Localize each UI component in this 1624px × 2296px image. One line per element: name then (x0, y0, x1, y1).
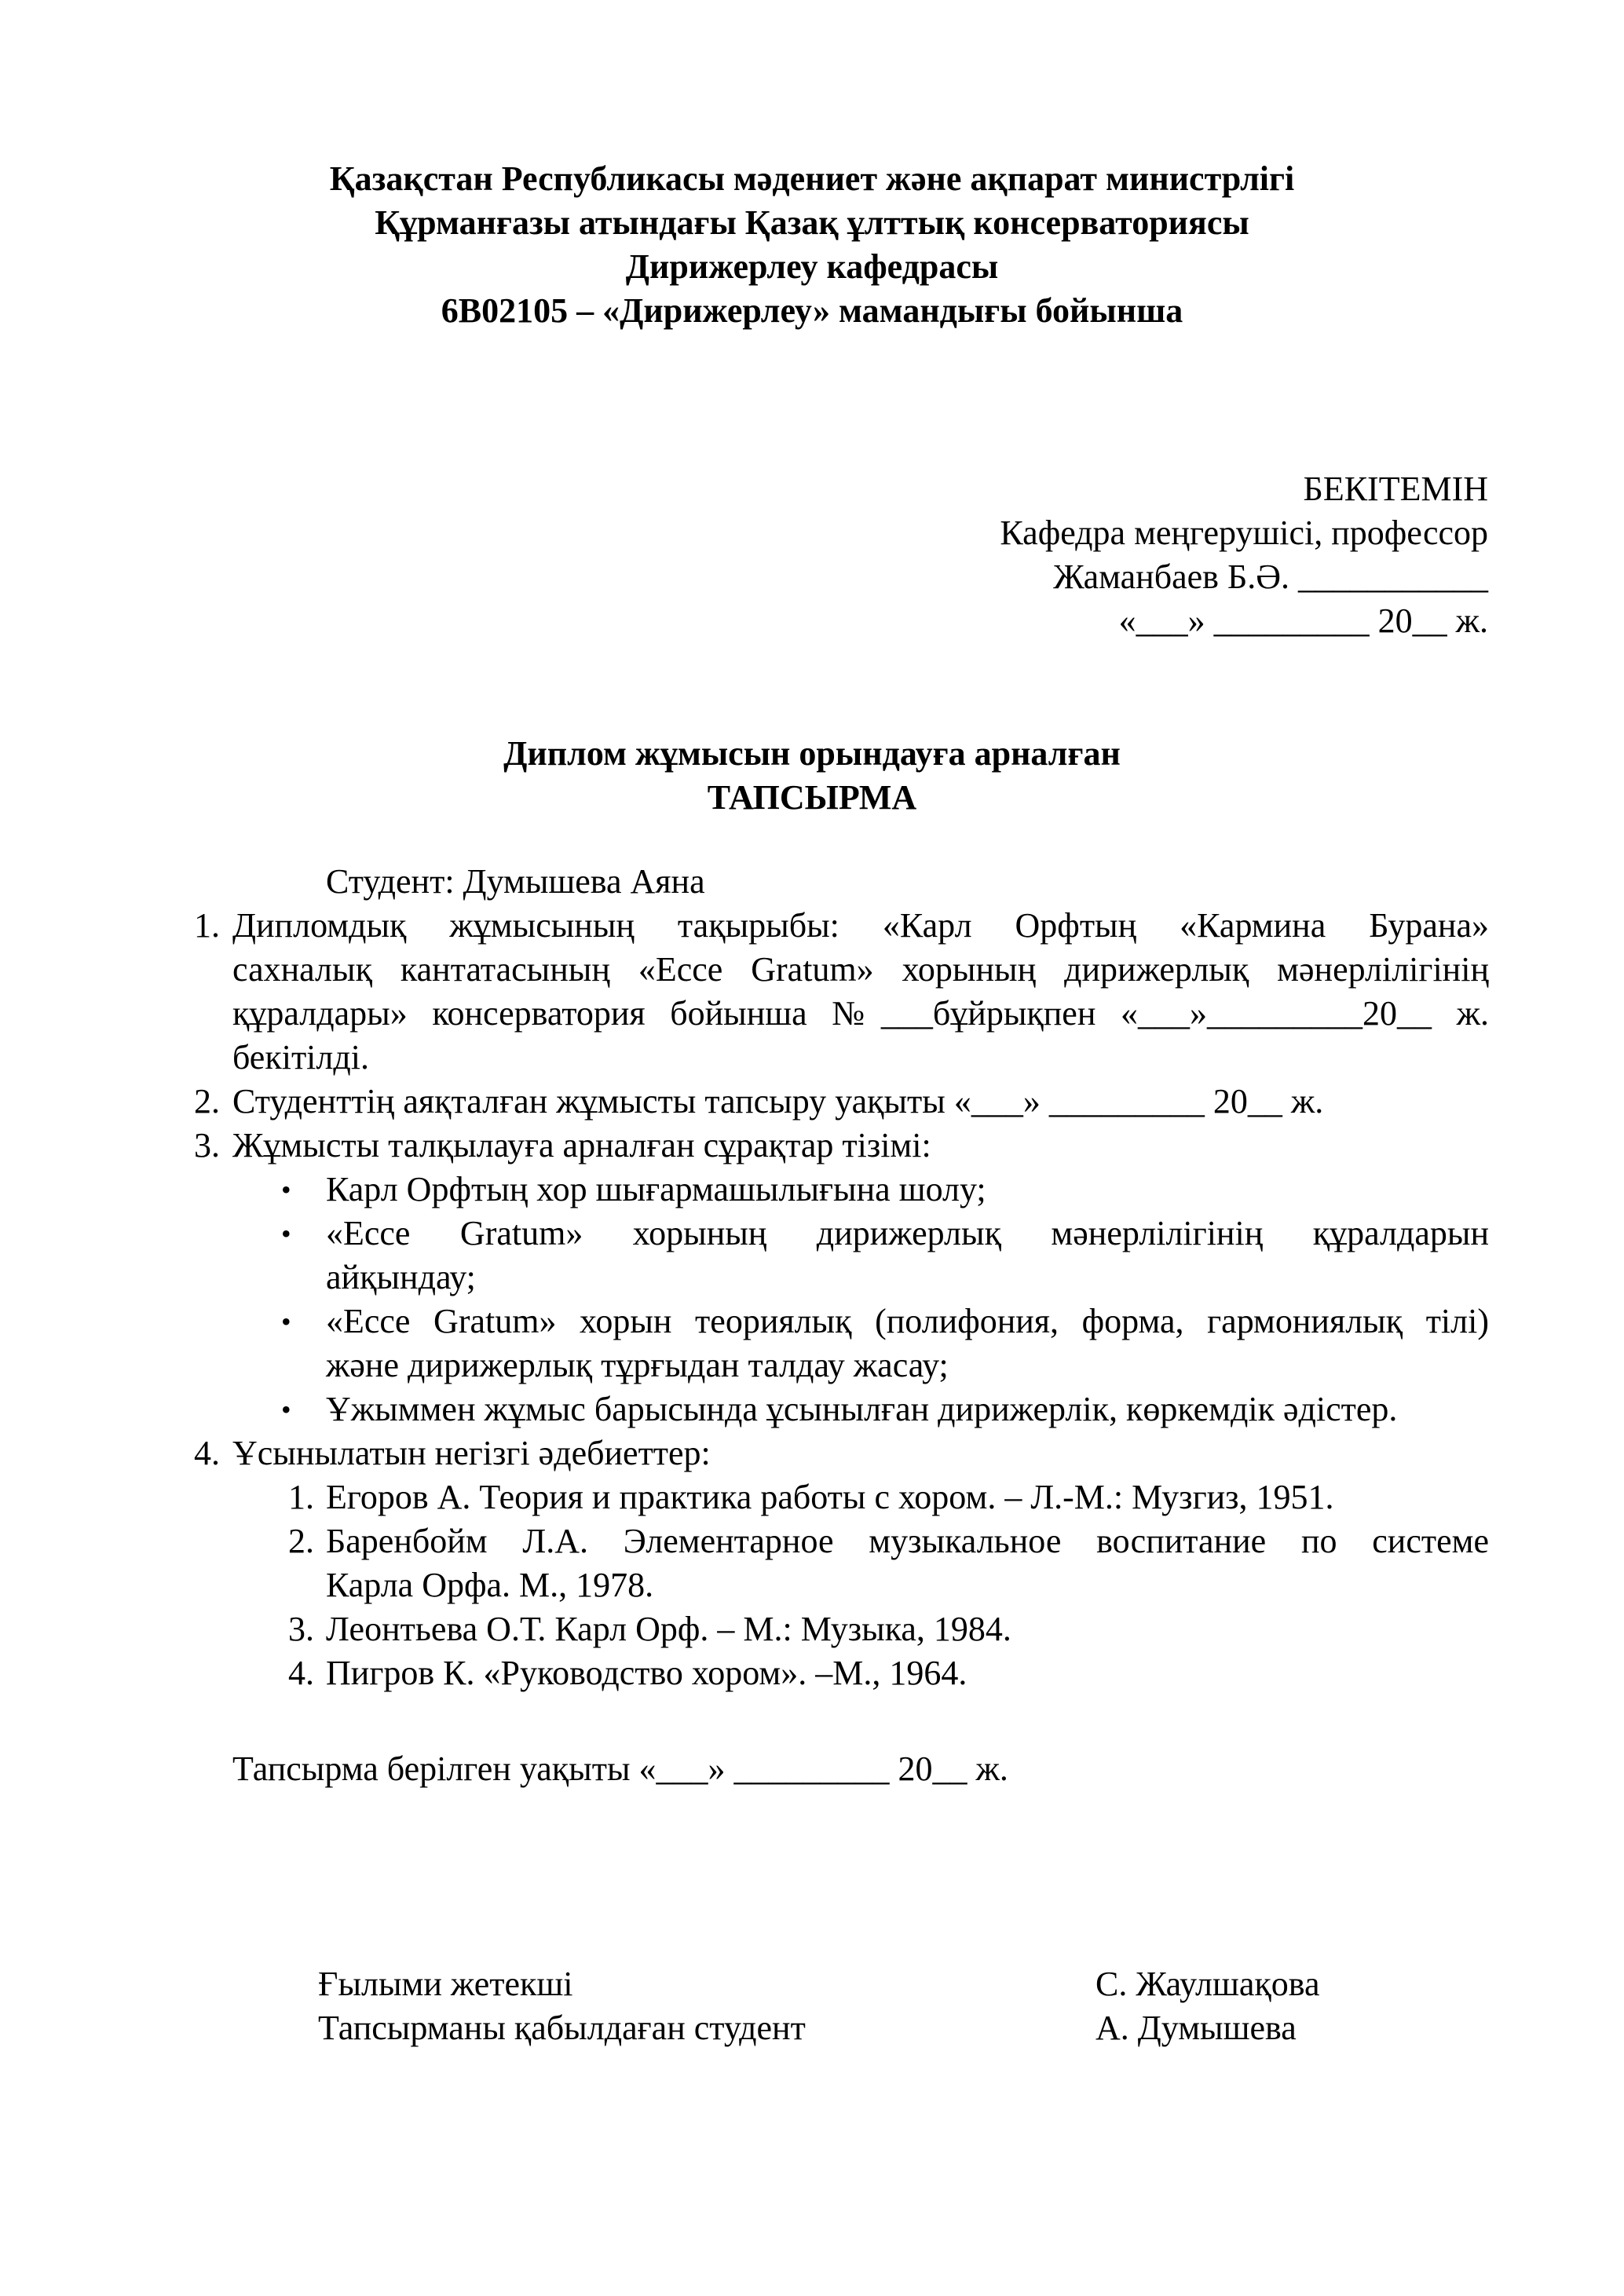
item-2-text: Студенттің аяқталған жұмысты тапсыру уақыты «___» _________ 20__ ж. (232, 1082, 1324, 1121)
approval-date: «___» _________ 20__ ж. (1118, 601, 1488, 640)
student-label: Тапсырманы қабылдаған студент (318, 2009, 806, 2047)
bullet-icon: • (281, 1218, 291, 1249)
reference-3-number: 3. (288, 1610, 314, 1648)
reference-4: Пигров К. «Руководство хором». –М., 1964. (326, 1654, 967, 1692)
item-1-line-2: сахналық кантатасының «Ecce Gratum» хорының дирижерлық мәнерлілігінің (232, 950, 1489, 989)
item-1-number: 1. (194, 906, 220, 945)
item-1-line-1: Дипломдық жұмысының тақырыбы: «Карл Орфтың «Кармина Бурана» (232, 906, 1489, 945)
question-2-line-2: айқындау; (326, 1258, 476, 1296)
issued-date-line: Тапсырма берілген уақыты «___» _________ 20__ ж. (232, 1749, 1008, 1788)
specialty-heading: 6В02105 – «Дирижерлеу» мамандығы бойынша (441, 291, 1183, 330)
student-name: А. Думышева (1095, 2009, 1297, 2047)
document-title-main: ТАПСЫРМА (707, 778, 917, 817)
reference-2-number: 2. (288, 1522, 314, 1560)
approval-position: Кафедра меңгерушісі, профессор (1000, 514, 1488, 552)
reference-1-number: 1. (288, 1478, 314, 1516)
question-4: Ұжыммен жұмыс барысында ұсынылған дирижерлік, көркемдік әдістер. (326, 1390, 1398, 1428)
item-4-number: 4. (194, 1434, 220, 1472)
question-3-line-1: «Ecce Gratum» хорын теориялық (полифония, форма, гармониялық тілі) (326, 1302, 1489, 1340)
supervisor-label: Ғылыми жетекші (318, 1965, 573, 2003)
reference-2-line-1: Баренбойм Л.А. Элементарное музыкальное воспитание по системе (326, 1522, 1489, 1560)
bullet-icon: • (281, 1174, 291, 1205)
department-heading: Дирижерлеу кафедрасы (625, 247, 999, 286)
question-1: Карл Орфтың хор шығармашылығына шолу; (326, 1170, 986, 1208)
reference-2-line-2: Карла Орфа. М., 1978. (326, 1566, 654, 1604)
item-1-line-4: бекітілді. (232, 1038, 369, 1077)
document-title: Диплом жұмысын орындауға арналған (503, 734, 1121, 773)
conservatory-heading: Құрманғазы атындағы Қазақ ұлттық консерваториясы (375, 203, 1249, 242)
reference-1: Егоров А. Теория и практика работы с хором. – Л.-М.: Музгиз, 1951. (326, 1478, 1334, 1516)
reference-4-number: 4. (288, 1654, 314, 1692)
item-4-text: Ұсынылатын негізгі әдебиеттер: (232, 1434, 711, 1472)
item-3-text: Жұмысты талқылауға арналған сұрақтар тізімі: (232, 1126, 931, 1164)
item-2-number: 2. (194, 1082, 220, 1121)
reference-3: Леонтьева О.Т. Карл Орф. – М.: Музыка, 1984. (326, 1610, 1011, 1648)
bullet-icon: • (281, 1394, 291, 1425)
approval-name: Жаманбаев Б.Ә. ___________ (1053, 558, 1488, 596)
item-3-number: 3. (194, 1126, 220, 1164)
question-2-line-1: «Ecce Gratum» хорының дирижерлық мәнерлілігінің құралдарын (326, 1214, 1489, 1252)
approval-title: БЕКІТЕМІН (1303, 470, 1488, 508)
student-line: Студент: Думышева Аяна (326, 862, 705, 901)
supervisor-name: С. Жаулшақова (1095, 1965, 1320, 2003)
bullet-icon: • (281, 1306, 291, 1337)
item-1-line-3: құралдары» консерватория бойынша №___бұйрықпен «___»_________20__ ж. (232, 994, 1489, 1033)
ministry-heading: Қазақстан Республикасы мәдениет және ақпарат министрлігі (329, 159, 1295, 198)
question-3-line-2: және дирижерлық тұрғыдан талдау жасау; (326, 1346, 949, 1384)
